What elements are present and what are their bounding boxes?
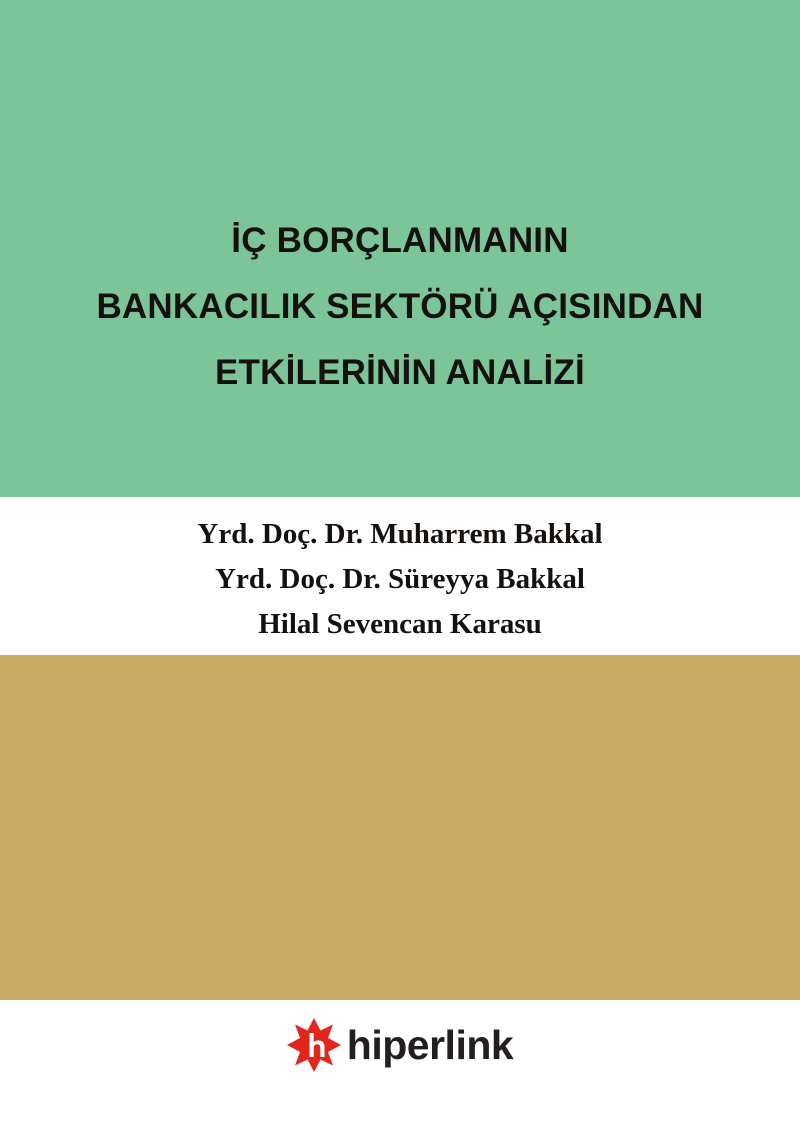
title-line-3: ETKİLERİNİN ANALİZİ bbox=[215, 353, 585, 392]
author-3: Hilal Sevencan Karasu bbox=[258, 608, 542, 640]
title-line-2: BANKACILIK SEKTÖRÜ AÇISINDAN bbox=[96, 287, 704, 326]
publisher-name-part2: link bbox=[444, 1022, 514, 1068]
tan-body-band bbox=[0, 655, 800, 1000]
publisher-name-part1: hiper bbox=[346, 1022, 445, 1068]
author-1: Yrd. Doç. Dr. Muharrem Bakkal bbox=[197, 518, 603, 550]
title-line-1: İÇ BORÇLANMANIN bbox=[231, 221, 569, 260]
publisher-logo bbox=[0, 1018, 800, 1072]
author-list bbox=[0, 512, 800, 647]
book-title bbox=[0, 208, 800, 406]
author-2: Yrd. Doç. Dr. Süreyya Bakkal bbox=[215, 563, 585, 595]
starburst-icon bbox=[287, 1018, 341, 1072]
publisher-name bbox=[347, 1018, 513, 1072]
